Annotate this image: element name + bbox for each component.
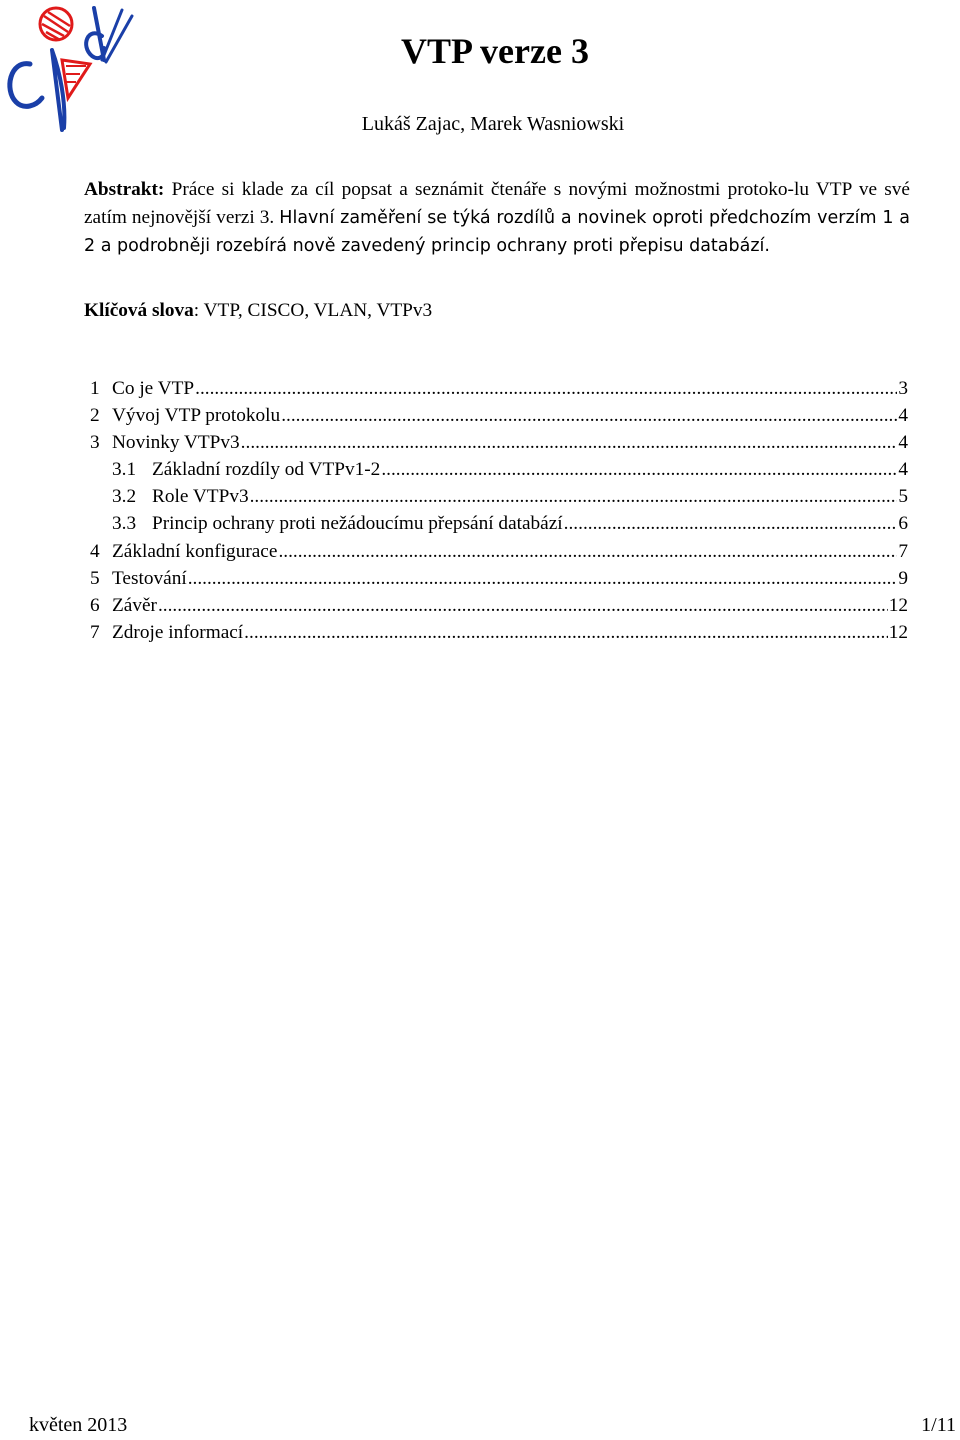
toc-entry-page: 4 bbox=[898, 432, 908, 454]
toc-leader-dots bbox=[188, 568, 898, 590]
toc-entry[interactable] bbox=[90, 595, 908, 622]
toc-leader-dots bbox=[381, 459, 897, 481]
toc-leader-dots bbox=[281, 405, 897, 427]
abstract-text-1: Práce si klade za cíl popsat a seznámit čtenáře s novými možnostmi protoko-lu VTP ve své zatím nejnovější verzi 3. bbox=[84, 179, 910, 228]
toc-entry[interactable] bbox=[90, 459, 908, 486]
toc-entry-title: Role VTPv3 bbox=[152, 486, 249, 508]
toc-entry-title: Vývoj VTP protokolu bbox=[112, 405, 281, 427]
toc-entry-number: 3 bbox=[90, 432, 100, 454]
toc-entry[interactable] bbox=[90, 432, 908, 459]
toc-leader-dots bbox=[250, 486, 898, 508]
keywords-text: : VTP, CISCO, VLAN, VTPv3 bbox=[193, 300, 433, 321]
toc-entry[interactable] bbox=[90, 622, 908, 649]
toc-leader-dots bbox=[244, 622, 888, 644]
toc-entry-title: Co je VTP bbox=[112, 378, 195, 399]
toc-entry-number: 3.1 bbox=[112, 459, 137, 481]
toc-entry-title: Testování bbox=[112, 567, 187, 589]
document-authors: Lukáš Zajac, Marek Wasniowski bbox=[361, 113, 625, 135]
document-title: VTP verze 3 bbox=[401, 31, 589, 71]
footer-page-number: 1/11 bbox=[921, 1414, 956, 1436]
footer-date: květen 2013 bbox=[29, 1414, 128, 1436]
toc-entry-page: 4 bbox=[898, 405, 908, 427]
abstract bbox=[84, 176, 910, 261]
toc-entry[interactable] bbox=[90, 541, 908, 568]
toc-entry-number: 6 bbox=[90, 594, 100, 616]
toc-entry-title: Závěr bbox=[112, 594, 157, 616]
toc-entry-number: 5 bbox=[90, 567, 100, 589]
toc-entry-page: 4 bbox=[898, 459, 908, 481]
toc-entry-title: Zdroje informací bbox=[112, 621, 244, 643]
toc-entry-number: 3.3 bbox=[112, 513, 137, 535]
toc-entry[interactable] bbox=[90, 486, 908, 513]
table-of-contents bbox=[90, 378, 908, 649]
abstract-text-2: Hlavní zaměření se týká rozdílů a novinek oproti předchozím verzím 1 a 2 a podrobněji rozebírá nově zavedený princip ochrany proti přepisu databází. bbox=[84, 207, 910, 257]
toc-entry-title: Princip ochrany proti nežádoucímu přepsání databází bbox=[152, 513, 563, 535]
toc-entry-number: 7 bbox=[90, 621, 100, 643]
toc-entry-title: Základní konfigurace bbox=[112, 540, 278, 562]
keywords-label: Klíčová slova bbox=[84, 300, 194, 321]
abstract-label: Abstrakt: bbox=[84, 179, 165, 200]
toc-leader-dots bbox=[278, 541, 897, 563]
toc-entry-page: 3 bbox=[898, 378, 908, 399]
toc-entry[interactable] bbox=[90, 513, 908, 540]
toc-entry-page: 9 bbox=[898, 567, 908, 589]
toc-entry-page: 12 bbox=[888, 621, 908, 643]
toc-entry[interactable] bbox=[90, 378, 908, 405]
toc-entry[interactable] bbox=[90, 405, 908, 432]
toc-leader-dots bbox=[158, 595, 888, 617]
toc-entry-number: 3.2 bbox=[112, 486, 137, 508]
toc-entry-title: Novinky VTPv3 bbox=[112, 432, 240, 454]
keywords bbox=[84, 300, 432, 322]
toc-leader-dots bbox=[195, 378, 897, 400]
toc-entry-page: 5 bbox=[898, 486, 908, 508]
toc-entry-number: 4 bbox=[90, 540, 100, 562]
toc-entry-title: Základní rozdíly od VTPv1-2 bbox=[152, 459, 381, 481]
toc-entry-number: 2 bbox=[90, 405, 100, 427]
toc-leader-dots bbox=[564, 513, 898, 535]
toc-entry[interactable] bbox=[90, 568, 908, 595]
toc-entry-page: 6 bbox=[898, 513, 908, 535]
toc-entry-page: 12 bbox=[888, 594, 908, 616]
toc-leader-dots bbox=[241, 432, 898, 454]
toc-entry-page: 7 bbox=[898, 540, 908, 562]
toc-entry-number: 1 bbox=[90, 378, 100, 399]
